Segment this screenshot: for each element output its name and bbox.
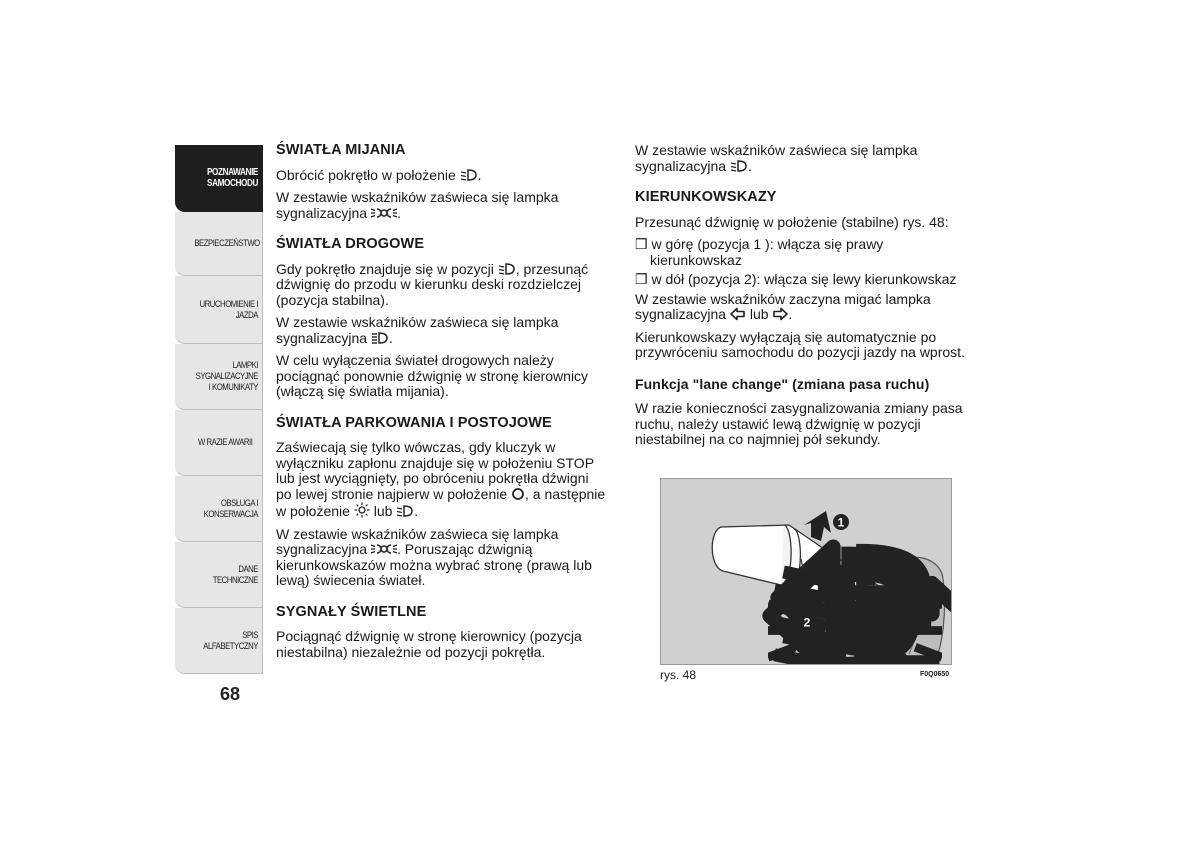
lever-illustration: [660, 478, 952, 665]
figure-code: F0Q0650: [920, 671, 950, 678]
low-beam-icon: [396, 504, 414, 518]
low-beam-icon: [498, 262, 516, 276]
high-beam-text-1: Gdy pokrętło znajduje się w pozycji , przesunąć dźwignię do przodu w kierunku deski rozdzielczej (pozycja stabilna).: [276, 260, 589, 308]
tab-obsluga-i-konserwacja[interactable]: [175, 476, 263, 542]
indicators-text-3: Kierunkowskazy wyłączają się automatycznie po przywróceniu samochodu do pozycji jazdy na wprost.: [635, 328, 965, 360]
tab-label: DANE TECHNICZNE: [212, 563, 258, 586]
tab-spis-alfabetyczny[interactable]: [175, 608, 263, 674]
low-beam-icon: [460, 168, 478, 182]
indicators-text-1: Przesunąć dźwignię w położenie (stabilne) rys. 48:: [635, 213, 949, 230]
parking-text-2: W zestawie wskaźników zaświeca się lampka sygnalizacyjna . Poruszając dźwignią kierunkowskazów można wybrać stronę (prawą lub lewą) świecenia świateł.: [276, 525, 592, 588]
figure-caption: rys. 48: [660, 668, 697, 682]
tab-label: W RAZIE AWARII: [198, 437, 253, 448]
tab-lampki-sygnalizacyjne[interactable]: [175, 344, 263, 410]
tab-label: LAMPKI SYGNALIZACYJNE I KOMUNIKATY: [195, 360, 258, 393]
tab-poznawanie-samochodu[interactable]: [175, 145, 263, 212]
tab-label: OBSŁUGA I KONSERWACJA: [203, 497, 258, 520]
parking-light-icon: [371, 542, 397, 556]
indicators-text-2: W zestawie wskaźników zaczyna migać lampka sygnalizacyjna lub .: [635, 290, 931, 322]
marker-2: 2: [803, 615, 811, 630]
low-beam-heading: ŚWIATŁA MIJANIA: [276, 142, 406, 158]
tab-w-razie-awarii[interactable]: [175, 410, 263, 476]
tab-bezpieczenstwo[interactable]: [175, 212, 263, 276]
flash-heading: SYGNAŁY ŚWIETLNE: [276, 603, 427, 620]
page-number: 68: [220, 684, 241, 704]
high-beam-text-2: W zestawie wskaźników zaświeca się lampka sygnalizacyjna .: [276, 314, 559, 346]
flash-text-1: Pociągnąć dźwignię w stronę kierownicy (pozycja niestabilna) niezależnie od pozycji pokrętła.: [276, 628, 582, 660]
section-tabs: [175, 145, 263, 674]
arrow-left-icon: [730, 307, 746, 321]
parking-heading: ŚWIATŁA PARKOWANIA I POSTOJOWE: [276, 414, 552, 431]
marker-1: 1: [837, 515, 845, 530]
sun-icon: [354, 502, 370, 518]
indicators-heading: KIERUNKOWSKAZY: [635, 189, 777, 205]
tab-dane-techniczne[interactable]: [175, 542, 263, 608]
lane-change-heading: Funkcja "lane change" (zmiana pasa ruchu): [635, 375, 930, 392]
low-beam-text-2: W zestawie wskaźników zaświeca się lampka sygnalizacyjna .: [276, 189, 559, 221]
tab-label: BEZPIECZEŃSTWO: [193, 238, 260, 249]
lane-change-text: W razie konieczności zasygnalizowania zmiany pasa ruchu, należy ustawić lewą dźwignię w pozycji niestabilnej na co najmniej pół sekundy.: [635, 400, 963, 447]
indicators-bullet-up: ❒ w górę (pozycja 1 ): włącza się prawy kierunkowskaz: [635, 236, 884, 268]
intro-text: W zestawie wskaźników zaświeca się lampka sygnalizacyjna .: [635, 142, 918, 174]
tab-uruchomienie-i-jazda[interactable]: [175, 276, 263, 344]
low-beam-text-1: Obrócić pokrętło w położenie .: [276, 166, 482, 183]
off-circle-icon: [511, 487, 525, 501]
tab-label: SPIS ALFABETYCZNY: [203, 629, 258, 652]
tab-label: POZNAWANIE SAMOCHODU: [206, 167, 258, 189]
arrow-right-icon: [772, 307, 788, 321]
parking-text-1: Zaświecają się tylko wówczas, gdy kluczyk w wyłączniku zapłonu znajduje się w położeniu STOP lub jest wyciągnięty, po obróceniu pokrętła dźwigni po lewej stronie najpierw w położenie , a następnie w położenie lub .: [276, 439, 606, 519]
lever-drawing: [661, 479, 951, 664]
parking-light-icon: [371, 206, 397, 220]
right-column: [635, 143, 965, 455]
tab-label: URUCHOMIENIE I JAZDA: [199, 298, 258, 321]
high-beam-text-3: W celu wyłączenia świateł drogowych należy pociągnąć ponownie dźwignię w stronę kierownicy (włączą się światła mijania).: [276, 352, 589, 399]
high-beam-icon: [371, 331, 389, 345]
high-beam-heading: ŚWIATŁA DROGOWE: [276, 236, 425, 252]
left-column: [276, 143, 606, 667]
low-beam-icon: [730, 159, 748, 173]
indicators-bullet-down: ❒ w dół (pozycja 2): włącza się lewy kierunkowskaz: [635, 271, 957, 287]
